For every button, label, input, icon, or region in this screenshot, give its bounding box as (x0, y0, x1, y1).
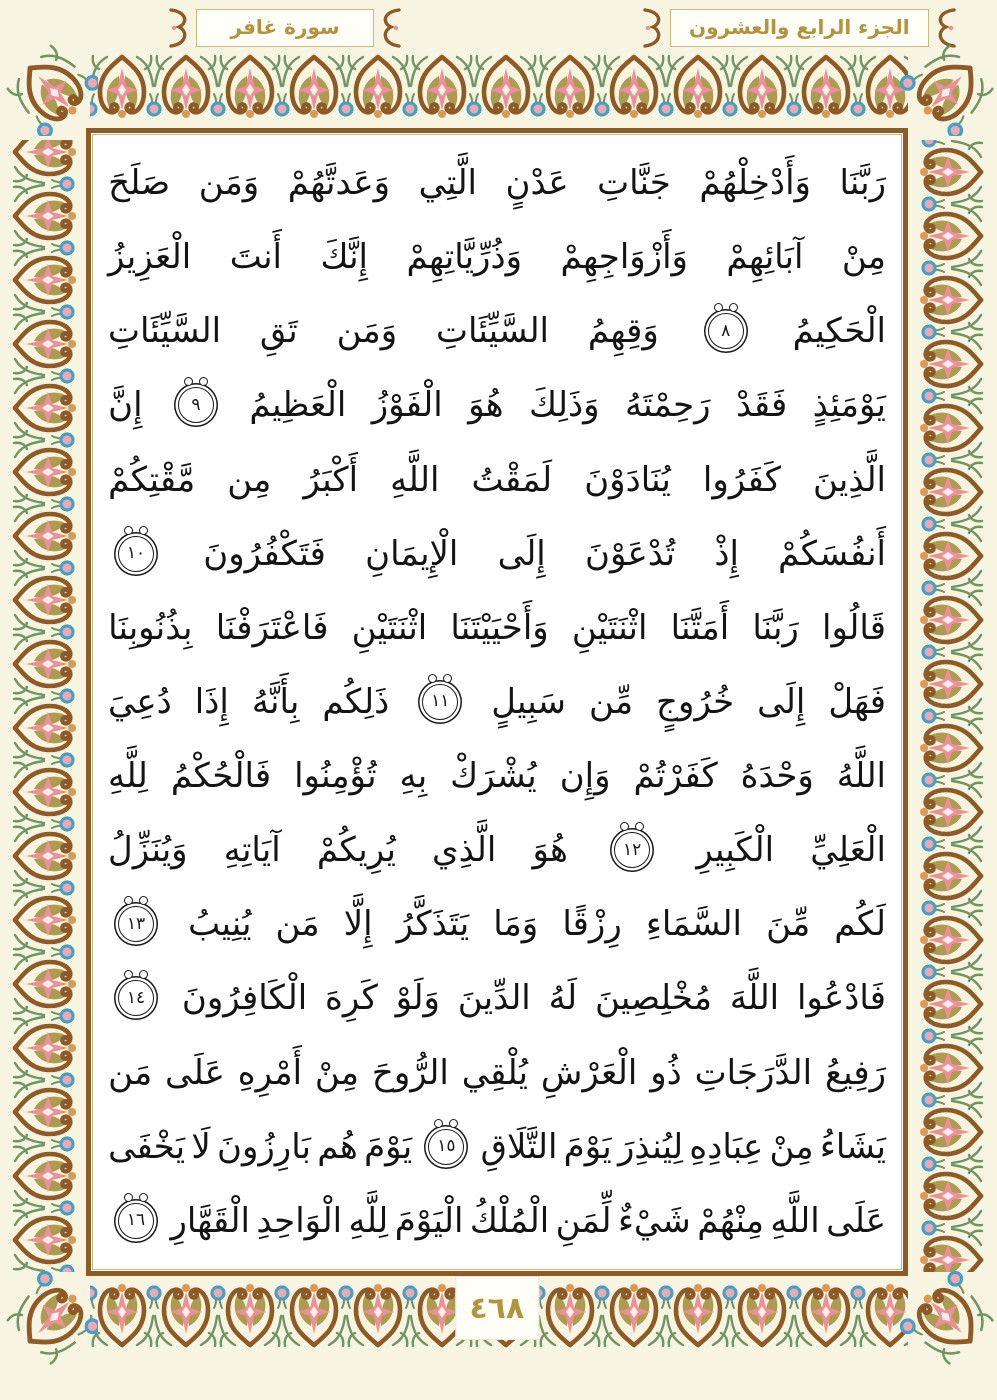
verse-number-badge (708, 313, 744, 349)
quran-word: رَبَّنَا (752, 607, 799, 648)
border-corner-bottom-right (899, 1270, 995, 1366)
quran-word: السَّيِّئَاتِ (108, 311, 222, 352)
cartouche-bracket-icon (168, 6, 194, 50)
quran-word: آيَاتِهِ (223, 830, 281, 871)
quran-word: كَفَرْتُمْ (633, 756, 718, 797)
verse-number: ٩ (191, 394, 201, 415)
quran-line (108, 294, 886, 368)
surah-title: سورة غافر (196, 9, 374, 47)
verse-number-badge (422, 684, 458, 720)
quran-word: السَّيِّئَاتِ (435, 311, 550, 352)
quran-word: الدِّينَ (457, 978, 531, 1019)
quran-line (108, 220, 886, 294)
quran-word: التَّلَاقِ (480, 1126, 558, 1167)
surah-title-cartouche (168, 6, 402, 50)
quran-word: الرُّوحَ (371, 1052, 449, 1093)
quran-word: مِنْ (769, 1126, 814, 1167)
quran-word: مِن (227, 459, 272, 500)
quran-word: رَفِيعُ (824, 1052, 886, 1093)
quran-word: الَّذِي (432, 830, 497, 871)
quran-word: مِنْ (841, 237, 886, 278)
juz-title: الجزء الرابع والعشرون (670, 9, 929, 47)
quran-word: الْإِيمَانِ (365, 533, 459, 574)
quran-word: الْمُلْكُ (469, 1200, 550, 1241)
quran-word: الْحَكِيمُ (792, 311, 886, 352)
quran-word: فَالْحُكْمُ (170, 756, 272, 797)
quran-word: مُخْلِصِينَ (594, 978, 713, 1019)
quran-word: إِذْ (714, 533, 739, 574)
quran-word: إِلَى (497, 533, 546, 574)
border-strip-right (910, 140, 984, 1272)
quran-word: الْعَظِيمُ (249, 385, 347, 426)
quran-word: خُرُوجٍ (656, 681, 735, 722)
quran-word: تُؤْمِنُوا (294, 756, 377, 797)
verse-number-badge (118, 980, 154, 1016)
quran-word: الْفَوْزُ (371, 385, 443, 426)
quran-word: رَبَّنَا (839, 163, 886, 204)
quran-word: وَإِن (559, 756, 611, 797)
cartouche-bracket-icon (642, 6, 668, 50)
verse-number: ١٦ (126, 1210, 146, 1231)
page-number-box (455, 1276, 539, 1340)
quran-word: وَأَحْيَيْتَنَا (450, 607, 549, 648)
quran-word: يَوْمَ (563, 1126, 612, 1167)
border-strip-top (90, 54, 908, 128)
quran-word: عَلَى (826, 1200, 886, 1241)
quran-word: وَمَن (198, 163, 260, 204)
quran-word: الْوَاحِدِ (256, 1200, 343, 1241)
quran-word: يَوْمَ (364, 1126, 413, 1167)
quran-word: وَعَدتَّهُمْ (287, 163, 391, 204)
quran-word: تَقِ (259, 311, 298, 352)
quran-word: لَا (191, 1126, 211, 1167)
quran-word: عَلَى (165, 1052, 225, 1093)
verse-number: ١٠ (126, 543, 146, 564)
quran-line (108, 739, 886, 813)
quran-word: يَوْمَئِذٍ (812, 385, 886, 426)
quran-word: اثْنَتَيْنِ (351, 607, 428, 648)
quran-word: وَمَن (336, 311, 398, 352)
border-corner-top-left (2, 40, 98, 136)
quran-word: بِأَنَّهُ (251, 681, 300, 722)
quran-word: أَنتَ (229, 237, 282, 278)
verse-number-badge (178, 387, 214, 423)
verse-number: ١١ (431, 691, 450, 712)
quran-word: لَكُم (834, 904, 886, 945)
quran-text-area (108, 146, 886, 1258)
quran-word: الْكَبِيرِ (696, 830, 775, 871)
quran-word: وَأَزْوَاجِهِمْ (560, 237, 688, 278)
quran-word: إِلَّا (343, 904, 373, 945)
quran-word: الدَّرَجَاتِ (694, 1052, 813, 1093)
quran-line (108, 443, 886, 517)
border-strip-left (12, 140, 86, 1272)
quran-word: دُعِيَ (108, 681, 172, 722)
quran-line (108, 591, 886, 665)
quran-word: يُرِيكُمْ (316, 830, 396, 871)
quran-word: أَمَتَّنَا (670, 607, 730, 648)
quran-word: الَّتِي (418, 163, 477, 204)
quran-word: مَن (108, 1052, 153, 1093)
quran-word: إِذَا (194, 681, 229, 722)
verse-number-badge (118, 1203, 154, 1239)
quran-word: وَأَدْخِلْهُمْ (699, 163, 811, 204)
quran-word: عَدْنٍ (505, 163, 569, 204)
quran-word: أَكْبَرُ (303, 459, 359, 500)
quran-word: ذَلِكُم (322, 681, 390, 722)
quran-word: اللَّهُ (836, 756, 886, 797)
quran-word: وَذَلِكَ (528, 385, 600, 426)
quran-word: السَّمَاءِ (645, 904, 742, 945)
quran-word: اللَّهِ (770, 1200, 820, 1241)
quran-word: يُنِيبُ (188, 904, 252, 945)
verse-number: ١٣ (126, 913, 146, 934)
quran-word: بَارِزُونَ (216, 1126, 312, 1167)
quran-word: الَّذِينَ (813, 459, 886, 500)
quran-word: هُوَ (532, 830, 568, 871)
quran-word: لِّمَنِ (555, 1200, 612, 1241)
verse-number-badge (428, 1129, 464, 1165)
quran-word: قَالُوا (822, 607, 886, 648)
quran-word: جَنَّاتِ (597, 163, 671, 204)
quran-word: مَن (275, 904, 320, 945)
quran-word: وَذُرِّيَّاتِهِمْ (406, 237, 523, 278)
quran-line (108, 961, 886, 1035)
quran-word: كَرِهَ (325, 978, 378, 1019)
verse-number: ٨ (721, 320, 731, 341)
verse-number: ١٢ (622, 839, 642, 860)
quran-word: بِذُنُوبِنَا (108, 607, 193, 648)
quran-word: إِلَى (757, 681, 806, 722)
quran-word: اثْنَتَيْنِ (571, 607, 648, 648)
quran-word: رِزْقًا (562, 904, 622, 945)
quran-word: الْعَزِيزُ (108, 237, 192, 278)
quran-word: وَقِهِمُ (587, 311, 659, 352)
quran-word: الْقَهَّارِ (170, 1200, 250, 1241)
page-number: ٤٦٨ (469, 1290, 525, 1326)
quran-word: أَنفُسَكُمْ (778, 533, 886, 574)
quran-word: فَاعْتَرَفْنَا (215, 607, 329, 648)
quran-word: الْعَلِيِّ (810, 830, 886, 871)
quran-word: يُنَادَوْنَ (584, 459, 671, 500)
quran-word: كَفَرُوا (702, 459, 781, 500)
quran-line (108, 146, 886, 220)
quran-word: إِنَّ (108, 385, 143, 426)
quran-word: الْكَافِرُونَ (181, 978, 308, 1019)
quran-line (108, 368, 886, 442)
quran-word: الْعَرْشِ (540, 1052, 638, 1093)
verse-number: ١٤ (126, 987, 146, 1008)
quran-line (108, 1110, 886, 1184)
quran-line (108, 517, 886, 591)
quran-line (108, 813, 886, 887)
quran-word: هُوَ (468, 385, 504, 426)
quran-word: لَمَقْتُ (471, 459, 553, 500)
quran-word: فَادْعُوا (796, 978, 886, 1019)
quran-word: هُم (317, 1126, 358, 1167)
quran-line (108, 1036, 886, 1110)
verse-number-badge (118, 536, 154, 572)
quran-word: يُلْقِي (461, 1052, 528, 1093)
quran-word: فَتَكْفُرُونَ (203, 533, 326, 574)
quran-word: وَحْدَهُ (740, 756, 814, 797)
quran-word: بِهِ (399, 756, 428, 797)
quran-word: فَقَدْ (735, 385, 788, 426)
quran-word: سَبِيلٍ (491, 681, 566, 722)
cartouche-bracket-icon (376, 6, 402, 50)
quran-word: مِنْهُمْ (697, 1200, 764, 1241)
quran-line (108, 887, 886, 961)
quran-word: يَخْفَى (108, 1126, 186, 1167)
quran-word: لِلَّهِ (108, 756, 148, 797)
quran-word: لَهُ (548, 978, 578, 1019)
quran-word: وَمَا (493, 904, 539, 945)
quran-word: إِنَّكَ (320, 237, 369, 278)
verse-number: ١٥ (437, 1136, 456, 1157)
quran-word: شَيْءٌ (617, 1200, 691, 1241)
quran-word: لِلَّهِ (348, 1200, 389, 1241)
quran-word: يَشَاءُ (819, 1126, 886, 1167)
quran-word: وَيُنَزِّلُ (108, 830, 188, 871)
quran-word: لِيُنذِرَ (617, 1126, 684, 1167)
quran-word: يُشْرَكْ (450, 756, 537, 797)
quran-word: الْيَوْمَ (394, 1200, 464, 1241)
verse-number-badge (118, 906, 154, 942)
quran-word: صَلَحَ (108, 163, 171, 204)
quran-word: أَمْرِهِ (237, 1052, 303, 1093)
quran-line (108, 665, 886, 739)
quran-word: يَتَذَكَّرُ (396, 904, 470, 945)
quran-word: رَحِمْتَهُ (624, 385, 711, 426)
quran-word: اللَّهِ (390, 459, 440, 500)
verse-number-badge (614, 832, 650, 868)
quran-word: فَهَلْ (828, 681, 886, 722)
quran-word: مِّنَ (766, 904, 811, 945)
quran-word: آبَائِهِمْ (726, 237, 804, 278)
quran-word: ذُو (650, 1052, 682, 1093)
quran-word: مَّقْتِكُمْ (108, 459, 196, 500)
quran-word: وَلَوْ (395, 978, 440, 1019)
quran-word: اللَّهَ (729, 978, 780, 1019)
quran-word: مِّن (588, 681, 634, 722)
quran-word: مِنْ (314, 1052, 359, 1093)
quran-word: تُدْعَوْنَ (584, 533, 676, 574)
border-corner-top-right (899, 40, 995, 136)
quran-word: عِبَادِهِ (689, 1126, 764, 1167)
quran-line (108, 1184, 886, 1258)
border-corner-bottom-left (2, 1270, 98, 1366)
